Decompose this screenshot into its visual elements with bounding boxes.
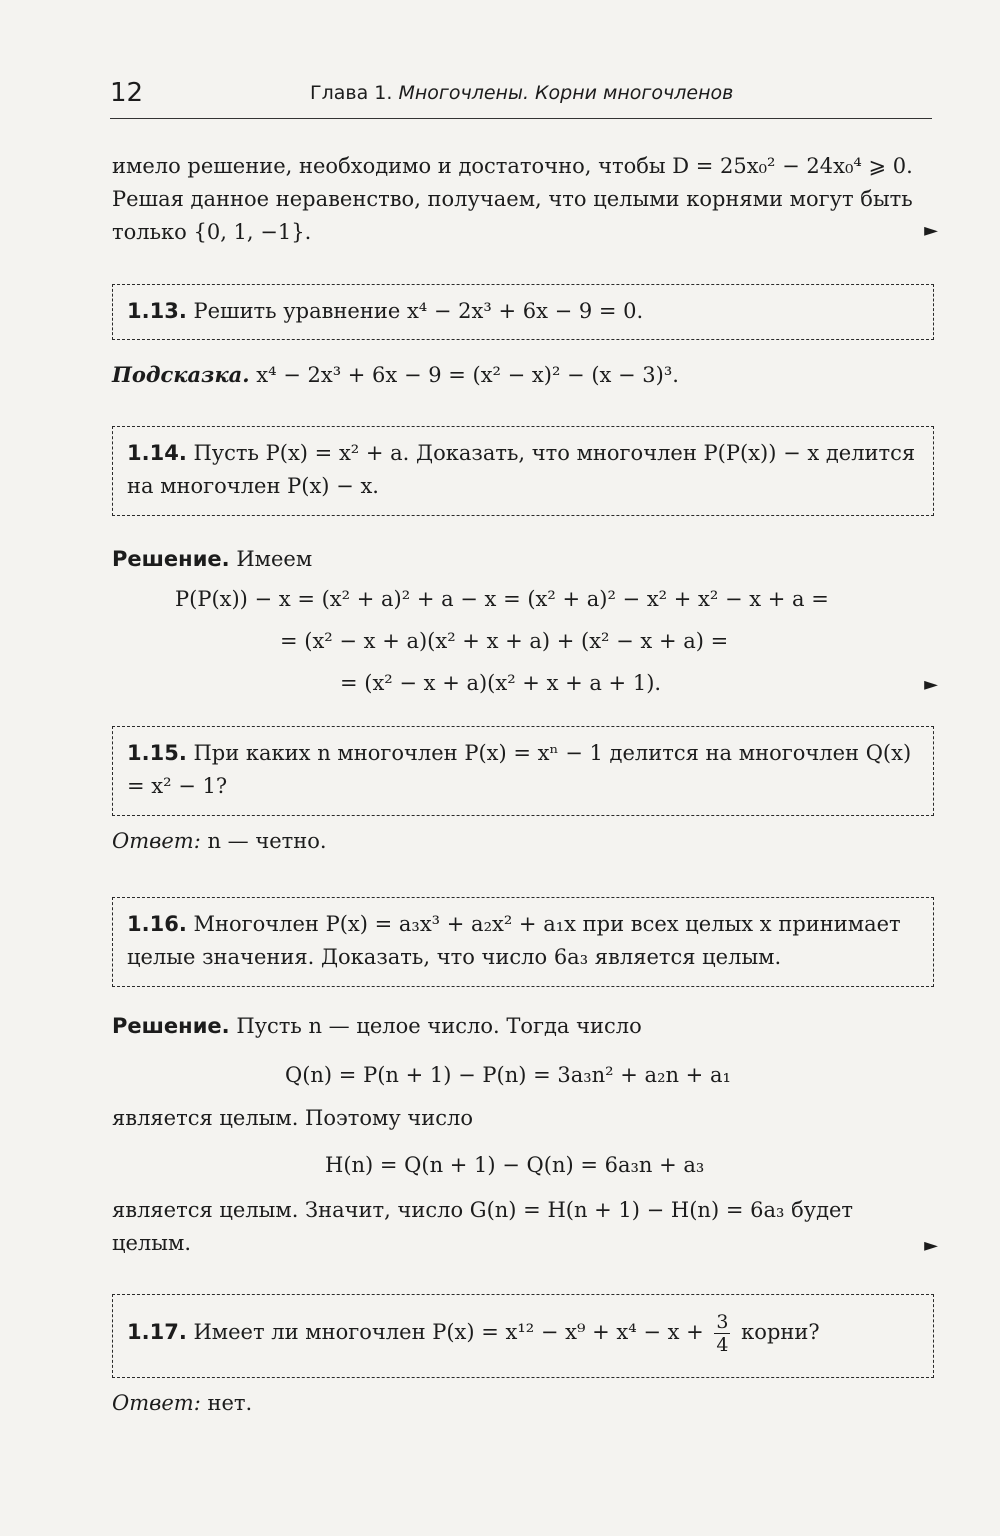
- end-of-solution-marker: ►: [924, 1235, 938, 1256]
- answer-label: Ответ:: [112, 1391, 201, 1415]
- final-line-1: является целым. Значит, число G(n) = H(n + 1) − H(n) = 6a₃ будет: [112, 1198, 854, 1222]
- intro-line-3: только {0, 1, −1}.: [112, 220, 312, 244]
- end-of-solution-marker: ►: [924, 674, 938, 695]
- solution-intro: Пусть n — целое число. Тогда число: [236, 1014, 642, 1038]
- page-header: [110, 78, 932, 119]
- answer-text: нет.: [207, 1391, 253, 1415]
- hint-label: Подсказка.: [112, 362, 250, 387]
- problem-number: 1.15.: [127, 741, 187, 765]
- solution-1-14-intro: [112, 543, 946, 576]
- solution-1-16-mid: является целым. Поэтому число: [112, 1106, 474, 1130]
- answer-1-15: [112, 825, 946, 858]
- solution-intro: Имеем: [236, 547, 313, 571]
- equation-3: = (x² − x + a)(x² + x + a + 1).: [340, 671, 662, 695]
- equation-2: = (x² − x + a)(x² + x + a) + (x² − x + a) =: [280, 629, 729, 653]
- final-line-2: целым.: [112, 1231, 191, 1255]
- problem-1-13-box: [112, 284, 934, 340]
- intro-line-2: Решая данное неравенство, получаем, что целыми корнями могут быть: [112, 187, 913, 211]
- problem-text-end: корни?: [741, 1320, 820, 1344]
- hint-text: x⁴ − 2x³ + 6x − 9 = (x² − x)² − (x − 3)³.: [256, 363, 679, 387]
- answer-label: Ответ:: [112, 829, 201, 853]
- problem-text: Решить уравнение x⁴ − 2x³ + 6x − 9 = 0.: [193, 299, 644, 323]
- solution-1-16-intro: [112, 1010, 946, 1043]
- intro-line-1: имело решение, необходимо и достаточно, чтобы D = 25x₀² − 24x₀⁴ ⩾ 0.: [112, 154, 913, 178]
- intro-paragraph: [112, 150, 946, 249]
- solution-1-16-final: [112, 1194, 946, 1260]
- page-number: 12: [110, 78, 144, 108]
- problem-number: 1.17.: [127, 1320, 187, 1344]
- problem-1-14-box: [112, 426, 934, 516]
- chapter-label: Глава 1.: [310, 82, 393, 104]
- problem-number: 1.14.: [127, 441, 187, 465]
- running-head: [310, 82, 733, 104]
- end-of-solution-marker: ►: [924, 220, 938, 241]
- equation-1: P(P(x)) − x = (x² + a)² + a − x = (x² + a)² − x² + x² − x + a =: [175, 587, 829, 611]
- problem-1-16-box: [112, 897, 934, 987]
- solution-label: Решение.: [112, 547, 230, 571]
- fraction-numerator: 3: [716, 1311, 729, 1333]
- equation-q: Q(n) = P(n + 1) − P(n) = 3a₃n² + a₂n + a₁: [285, 1063, 731, 1087]
- problem-text: Многочлен P(x) = a₃x³ + a₂x² + a₁x при всех целых x принимает целые значения. Доказать, что число 6a₃ является целым.: [127, 912, 901, 969]
- problem-1-15-box: [112, 726, 934, 816]
- problem-text: Имеет ли многочлен P(x) = x¹² − x⁹ + x⁴ − x +: [193, 1320, 704, 1344]
- fraction-denominator: 4: [716, 1334, 729, 1356]
- answer-text: n — четно.: [207, 829, 327, 853]
- problem-1-17-box: [112, 1294, 934, 1378]
- problem-text: Пусть P(x) = x² + a. Доказать, что многочлен P(P(x)) − x делится на многочлен P(x) − x.: [127, 441, 916, 498]
- equation-h: H(n) = Q(n + 1) − Q(n) = 6a₃n + a₃: [325, 1153, 705, 1177]
- chapter-title: Многочлены. Корни многочленов: [398, 82, 734, 104]
- solution-label: Решение.: [112, 1014, 230, 1038]
- hint-1-13: [112, 358, 946, 392]
- problem-number: 1.16.: [127, 912, 187, 936]
- problem-number: 1.13.: [127, 299, 187, 323]
- problem-text: При каких n многочлен P(x) = xⁿ − 1 делится на многочлен Q(x) = x² − 1?: [127, 741, 912, 798]
- fraction-three-quarters: [714, 1311, 730, 1356]
- answer-1-17: [112, 1387, 946, 1420]
